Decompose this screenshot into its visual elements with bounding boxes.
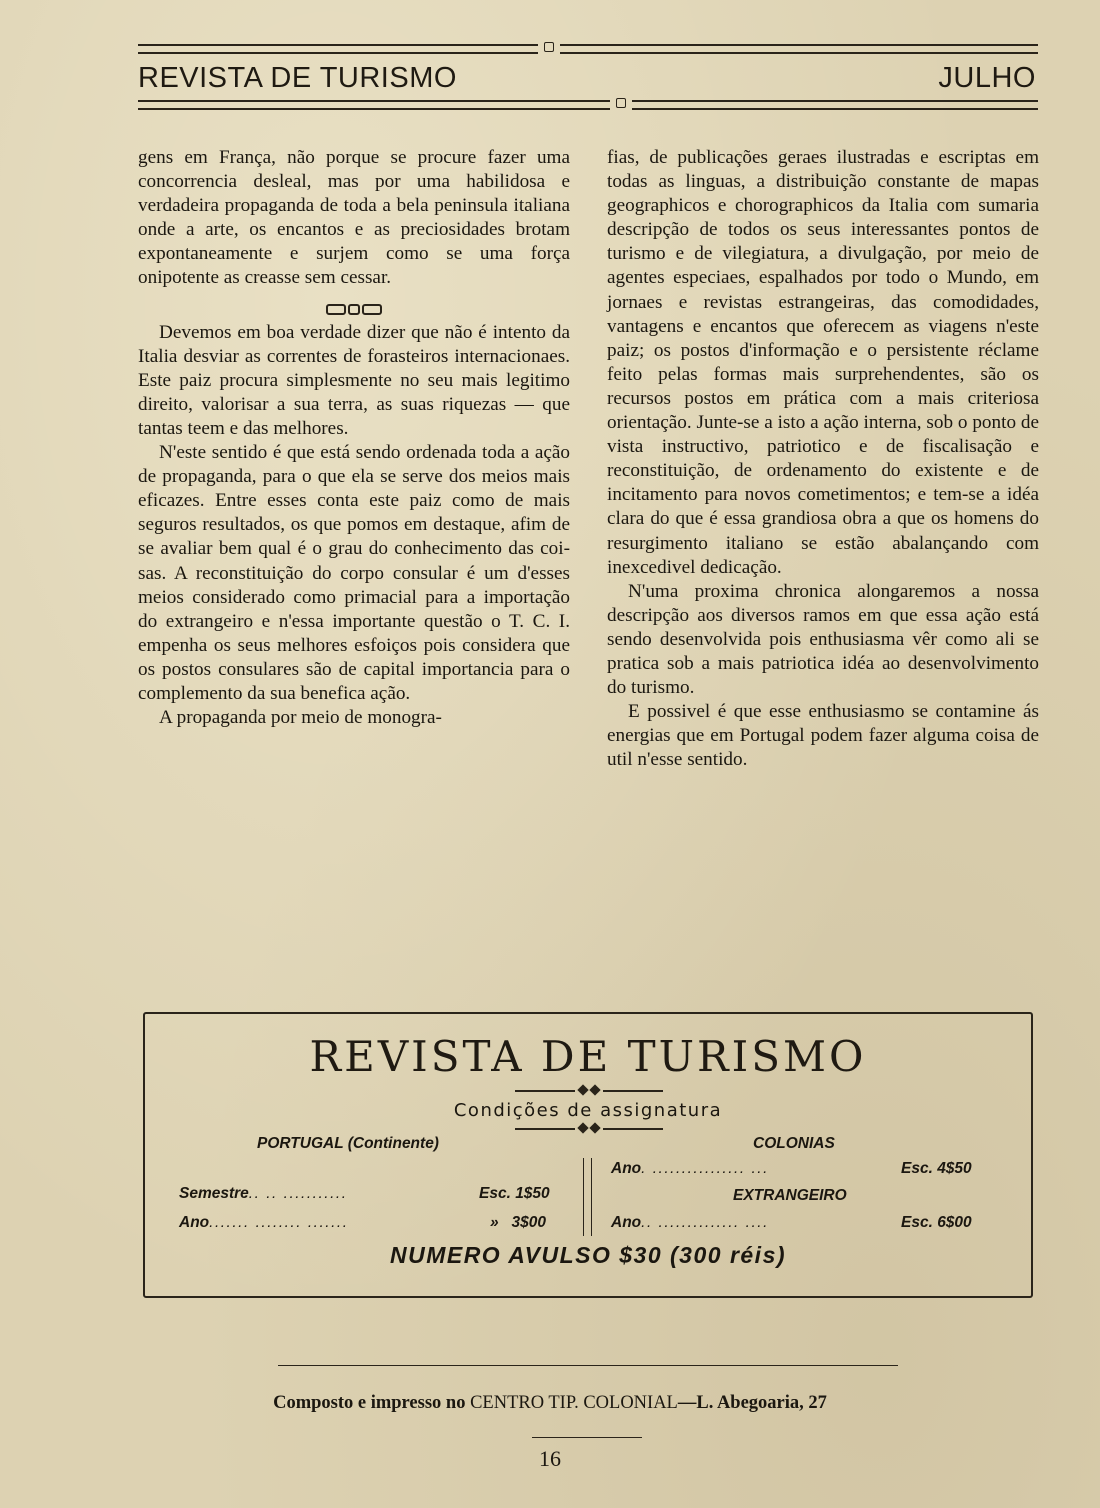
- portugal-ano-row: [179, 1214, 349, 1232]
- right-paragraph-1: fias, de publicações geraes ilustradas e escriptas em todas as linguas, a distribuição constante de mapas geographicos e chorographicos da Italia com sumaria descripção de todos os seus interessantes pontos de turismo e de vilegiatura, a divulgação, por meio de agentes especiaes, espalhados por todo o Mundo, em jornaes e revistas estrangeiras, das comodidades, vantagens e encantos que oferecem as viagens n'este paiz; os postos d'informação e o persistente réclame feito pelas formas mais surprehendentes, são os recursos postos em prática com a mais criteriosa orientação. Junte-se a isto a ação interna, sob o ponto de vista instructivo, patriotico e de fiscalisação e reconstituição, de ordenamento do existente e de incitamento para novos cometimentos; e tem-se a idéa clara do que é essa grandiosa obra a que os homens do resurgimento italiano se estão abalançando com inexcedivel dedicação.: [607, 147, 1039, 578]
- header-rule-bottom: [138, 98, 1038, 110]
- colophon: [0, 1393, 1100, 1414]
- left-paragraph-3: N'este sentido é que está sendo ordenada toda a ação de propaganda, para o que ela se serve dos meios mais eficazes. Entre esses conta este paiz como de mais seguros resultados, os que pomos em destaque, afim de se avaliar bem qual é o grau do conhecimento das coisas. A reconstituição do corpo consular é um d'esses meios considerado como primacial para a importação do extrangeiro e n'essa importante questão o T. C. I. empenha os seus melhores esfoiços pois considera que os postos consulares são de capital importancia para o complemento da sua benefica ação.: [138, 442, 570, 704]
- semestre-row: [179, 1185, 348, 1203]
- portugal-heading: PORTUGAL (Continente): [257, 1135, 439, 1152]
- colonias-price: Esc. 4$50: [901, 1160, 972, 1177]
- left-column: [138, 146, 570, 730]
- page-number-rule: [532, 1437, 642, 1438]
- portugal-ano-value: 3$00: [511, 1214, 547, 1231]
- colonias-dots: . ................ ...: [641, 1160, 769, 1177]
- subscription-box: [143, 1012, 1033, 1298]
- right-column: [607, 146, 1039, 772]
- extrangeiro-price: Esc. 6$00: [901, 1214, 972, 1231]
- right-paragraph-3: E possivel é que esse enthusiasmo se contamine ás energias que em Portugal podem fazer alguma coisa de util n'esse sentido.: [607, 701, 1039, 771]
- colophon-printer: CENTRO TIP. COLONIAL: [470, 1393, 678, 1413]
- portugal-ano-label: Ano: [179, 1214, 210, 1231]
- semestre-dots: .. .. ...........: [248, 1185, 348, 1202]
- portugal-ano-price: [490, 1214, 546, 1232]
- ornamental-rule: [515, 1086, 663, 1096]
- right-paragraph-2: N'uma proxima chronica alongaremos a nossa descripção aos diversos ramos em que essa ação está sendo desenvolvida pois enthusiasma vêr como ali se pratica sob a mais patriotica idéa ao desenvolvimento do turismo.: [607, 580, 1039, 699]
- price-ditto-mark: »: [490, 1214, 499, 1231]
- colonias-ano-row: [611, 1160, 769, 1178]
- left-paragraph-4: A propaganda por meio de monogra-: [159, 707, 442, 729]
- left-paragraph-1: gens em França, não porque se procure fazer uma concorrencia desleal, mas por uma habilidosa e verdadeira propaganda de toda a bela peninsula italiana onde a arte, os encantos e as preciosidades brotam expontaneamente e surjem como se uma força onipotente as creasse sem cessar.: [138, 147, 570, 289]
- extrangeiro-ano-row: [611, 1214, 769, 1232]
- subscription-subtitle: Condições de assignatura: [453, 1100, 723, 1121]
- single-issue-price: NUMERO AVULSO $30 (300 réis): [389, 1242, 787, 1268]
- left-paragraph-2: Devemos em boa verdade dizer que não é intento da Italia desviar as correntes de forasteiros internacionaes. Este paiz procura simplesmente no seu mais legitimo direito, valorisar a sua terra, as suas riquezas — que tantas teem e das melhores.: [138, 321, 570, 439]
- subscription-title: REVISTA DE TURISMO: [309, 1032, 867, 1081]
- column-divider: [583, 1158, 584, 1236]
- running-head-title: REVISTA DE TURISMO: [138, 62, 457, 94]
- semestre-label: Semestre: [179, 1185, 249, 1202]
- extrangeiro-dots: .. .............. ....: [641, 1214, 769, 1231]
- extrangeiro-heading: EXTRANGEIRO: [733, 1187, 847, 1204]
- colophon-address: —L. Abegoaria, 27: [677, 1393, 827, 1413]
- page-number: 16: [539, 1446, 561, 1471]
- header-rule-top: [138, 42, 1038, 54]
- ornamental-rule: [515, 1124, 663, 1134]
- column-divider: [591, 1158, 592, 1236]
- portugal-ano-dots: ....... ........ .......: [209, 1214, 349, 1231]
- colophon-prefix: Composto e impresso no: [273, 1393, 466, 1413]
- section-ornament: [138, 297, 570, 311]
- running-head-month: JULHO: [938, 62, 1036, 94]
- colonias-heading: COLONIAS: [753, 1135, 835, 1152]
- footer-rule: [278, 1365, 898, 1366]
- extrangeiro-ano-label: Ano: [611, 1214, 642, 1231]
- colonias-ano-label: Ano: [611, 1160, 642, 1177]
- semestre-price: Esc. 1$50: [479, 1185, 550, 1202]
